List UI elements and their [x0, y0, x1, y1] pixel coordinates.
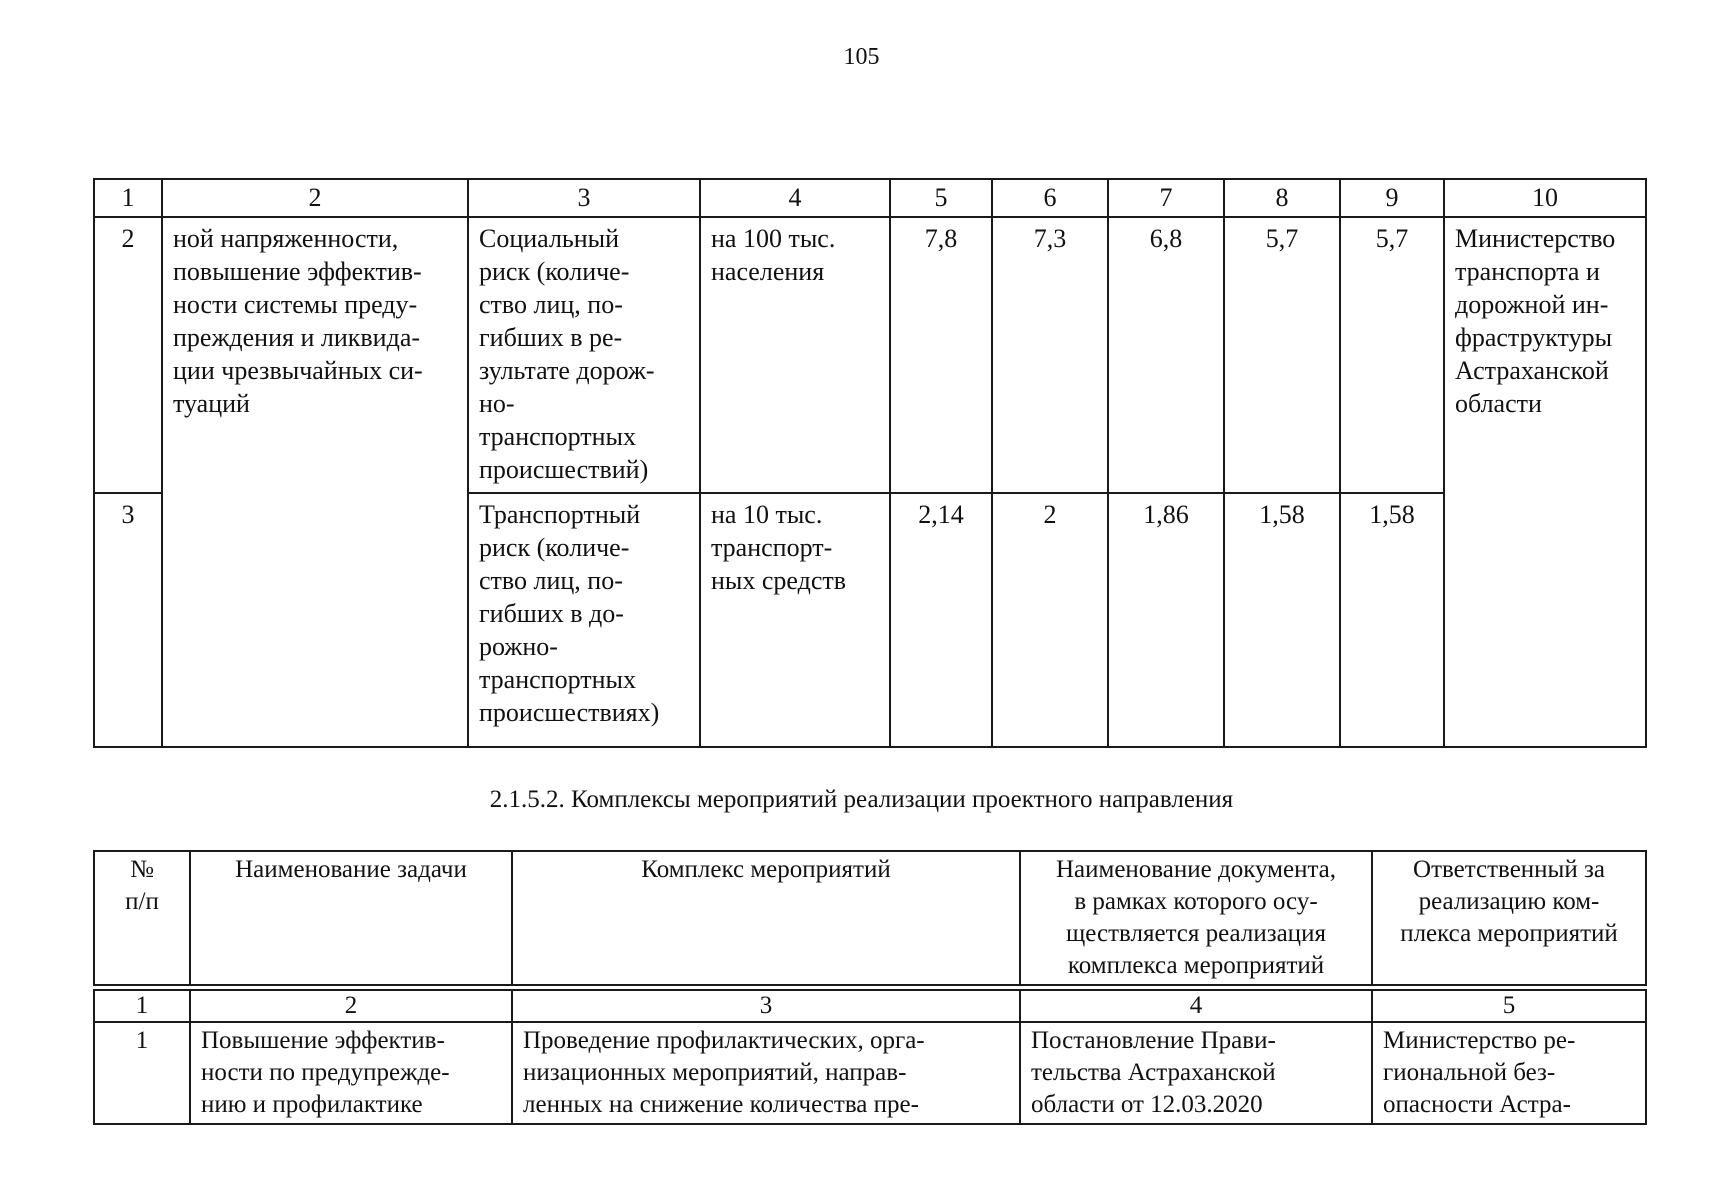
text-line: гибших в до- — [479, 599, 624, 628]
text-line: происшествиях) — [479, 698, 660, 727]
column-number: 3 — [512, 990, 1020, 1022]
task-cell — [190, 1022, 512, 1124]
row-number: 3 — [94, 493, 162, 747]
text-line: ности по предупрежде- — [201, 1059, 450, 1086]
responsible-cell — [1444, 217, 1646, 747]
text-line: ных средств — [711, 566, 847, 595]
text-line: комплекса мероприятий — [1067, 952, 1325, 979]
text-line: п/п — [125, 888, 159, 915]
text-line: Астраханской — [1455, 356, 1609, 385]
table-row — [94, 217, 1646, 493]
text-line: гиональной без- — [1383, 1059, 1556, 1086]
text-line: Проведение профилактических, орга- — [523, 1027, 925, 1054]
row-number: 1 — [94, 1022, 190, 1124]
header-task: Наименование задачи — [190, 851, 512, 985]
column-number: 9 — [1340, 179, 1444, 217]
indicators-table — [93, 178, 1647, 748]
text-line: нию и профилактике — [201, 1091, 423, 1118]
text-line: происшествий) — [479, 455, 649, 484]
measures-table-header-row — [94, 851, 1646, 985]
value-cell: 5,7 — [1340, 217, 1444, 493]
column-number: 6 — [992, 179, 1108, 217]
column-number: 7 — [1108, 179, 1224, 217]
text-line: ции чрезвычайных си- — [173, 356, 423, 385]
indicator-cell — [468, 493, 700, 747]
text-line: Ответственный за — [1413, 856, 1605, 883]
column-number: 3 — [468, 179, 700, 217]
value-cell: 2,14 — [890, 493, 992, 747]
indicator-cell — [468, 217, 700, 493]
text-line: ство лиц, по- — [479, 290, 623, 319]
value-cell: 2 — [992, 493, 1108, 747]
text-line: реализацию ком- — [1418, 888, 1600, 915]
unit-cell — [700, 217, 890, 493]
column-number: 5 — [890, 179, 992, 217]
value-cell: 1,58 — [1224, 493, 1340, 747]
unit-cell — [700, 493, 890, 747]
text-line: ленных на снижение количества пре- — [523, 1091, 919, 1118]
text-line: на 10 тыс. — [711, 500, 823, 529]
text-line: Транспортный — [479, 500, 641, 529]
value-cell: 6,8 — [1108, 217, 1224, 493]
document-cell — [1020, 1022, 1372, 1124]
column-number: 1 — [94, 179, 162, 217]
indicators-table-header-row — [94, 179, 1646, 217]
page-number: 105 — [843, 44, 880, 70]
text-line: на 100 тыс. — [711, 224, 836, 253]
text-line: в рамках которого осу- — [1074, 888, 1318, 915]
text-line: гибших в ре- — [479, 323, 623, 352]
value-cell: 7,8 — [890, 217, 992, 493]
text-line: опасности Астра- — [1383, 1091, 1571, 1118]
column-number: 1 — [94, 990, 190, 1022]
text-line: Социальный — [479, 224, 620, 253]
text-line: населения — [711, 257, 825, 286]
header-document — [1020, 851, 1372, 985]
text-line: транспорт- — [711, 533, 833, 562]
value-cell: 1,58 — [1340, 493, 1444, 747]
text-line: низационных мероприятий, направ- — [523, 1059, 907, 1086]
text-line: области — [1455, 389, 1542, 418]
row-number: 2 — [94, 217, 162, 493]
header-responsible — [1372, 851, 1646, 985]
value-cell: 1,86 — [1108, 493, 1224, 747]
text-line: преждения и ликвида- — [173, 323, 421, 352]
text-line: Повышение эффектив- — [201, 1027, 445, 1054]
text-line: области от 12.03.2020 — [1031, 1091, 1263, 1118]
value-cell: 5,7 — [1224, 217, 1340, 493]
complex-cell — [512, 1022, 1020, 1124]
table-row — [94, 1022, 1646, 1124]
text-line: но- — [479, 389, 515, 418]
text-line: фраструктуры — [1455, 323, 1613, 352]
responsible-cell — [1372, 1022, 1646, 1124]
column-number: 4 — [700, 179, 890, 217]
column-number: 2 — [190, 990, 512, 1022]
column-number: 10 — [1444, 179, 1646, 217]
header-num — [94, 851, 190, 985]
text-line: ной напряженности, — [173, 224, 399, 253]
text-line: дорожной ин- — [1455, 290, 1609, 319]
text-line: риск (количе- — [479, 533, 630, 562]
column-number: 5 — [1372, 990, 1646, 1022]
text-line: Постановление Прави- — [1031, 1027, 1276, 1054]
task-cell — [162, 217, 468, 747]
text-line: транспорта и — [1455, 257, 1600, 286]
text-line: туаций — [173, 389, 250, 418]
column-number: 2 — [162, 179, 468, 217]
text-line: ществляется реализация — [1066, 920, 1326, 947]
text-line: рожно- — [479, 632, 558, 661]
text-line: ство лиц, по- — [479, 566, 623, 595]
column-numbers-row — [94, 990, 1646, 1022]
header-complex: Комплекс мероприятий — [512, 851, 1020, 985]
text-line: повышение эффектив- — [173, 257, 422, 286]
text-line: Министерство — [1455, 224, 1616, 253]
text-line: № — [130, 856, 154, 883]
column-number: 4 — [1020, 990, 1372, 1022]
text-line: транспортных — [479, 665, 636, 694]
section-title: 2.1.5.2. Комплексы мероприятий реализации проектного направления — [489, 786, 1234, 813]
text-line: ности системы преду- — [173, 290, 418, 319]
value-cell: 7,3 — [992, 217, 1108, 493]
text-line: Министерство ре- — [1383, 1027, 1576, 1054]
text-line: риск (количе- — [479, 257, 630, 286]
measures-table — [93, 850, 1647, 1125]
text-line: Наименование документа, — [1055, 856, 1337, 883]
text-line: плекса мероприятий — [1400, 920, 1618, 947]
column-number: 8 — [1224, 179, 1340, 217]
text-line: транспортных — [479, 422, 636, 451]
text-line: зультате дорож- — [479, 356, 655, 385]
text-line: тельства Астраханской — [1031, 1059, 1276, 1086]
